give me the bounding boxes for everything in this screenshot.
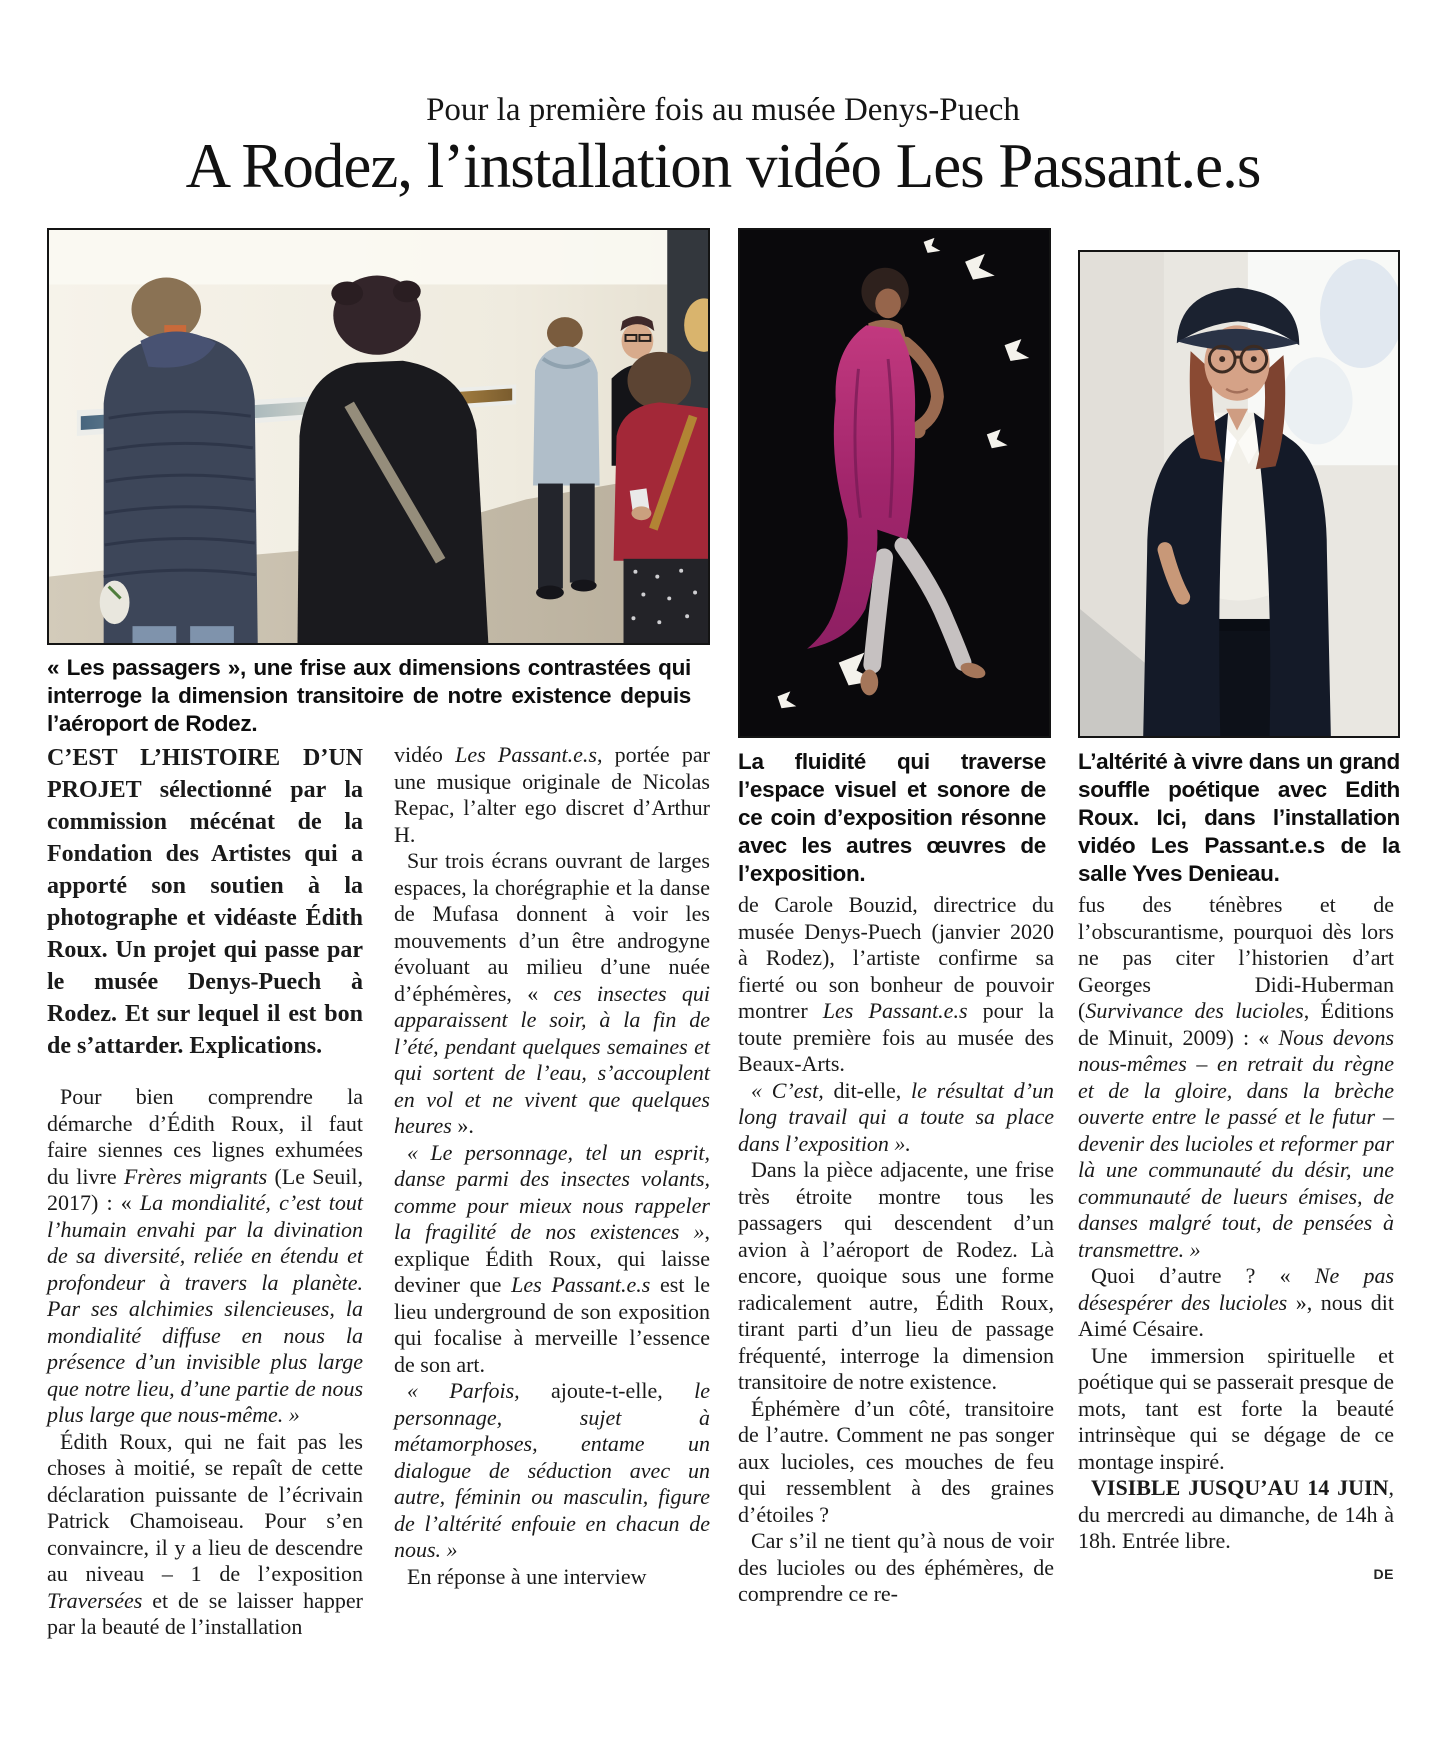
article-paragraph xyxy=(394,1378,710,1564)
text-run: Édith Roux, qui ne fait pas les choses à moitié, se repaît de cette déclaration puissante de l’écrivain Patrick Chamoiseau. Pour s’en convaincre, il y a lieu de descendre au niveau – 1 de l’exposition xyxy=(47,1428,363,1586)
article-column-1 xyxy=(47,742,363,1641)
text-run: est le lieu underground de son exposition qui focalise à merveille l’essence de son art. xyxy=(394,1272,711,1377)
text-run: « C’est, xyxy=(751,1077,824,1103)
left-photo-caption: « Les passagers », une frise aux dimensions contrastées qui interroge la dimension transitoire de notre existence depuis l’aéroport de Rodez. xyxy=(47,655,691,736)
text-run: le résultat d’un long travail qui a toute sa place dans l’exposition ». xyxy=(738,1077,1054,1156)
article-paragraph xyxy=(394,742,710,848)
text-run: Les Passant.e.s xyxy=(455,742,597,767)
text-run: Pour bien comprendre la démarche d’Édith Roux, il faut faire siennes ces lignes exhumées du livre xyxy=(47,1084,363,1189)
author-initials: DE xyxy=(1373,1565,1394,1582)
article-paragraph xyxy=(1078,1343,1394,1476)
text-run: Ne pas désespérer des lucioles xyxy=(1078,1263,1394,1315)
text-run: Sur trois écrans ouvrant de larges espaces, la chorégraphie et la danse de Mufasa donnent à voir les mouvements d’un être androgyne évoluant au milieu d’une nuée d’éphémères, « xyxy=(394,848,710,1006)
text-run: pour la toute première fois au musée des Beaux-Arts. xyxy=(738,998,1055,1076)
text-run: Les Passant.e.s xyxy=(822,998,968,1023)
article-paragraph xyxy=(1078,1263,1394,1343)
text-run: C’EST L’HISTOIRE D’UN PROJET sélectionné par la commission mécénat de la Fondation des Artistes qui a apporté son soutien à la photographe et vidéaste Édith Roux. Un projet qui passe par le musée Denys-Puech à Rodez. Et sur lequel il est bon de s’attarder. Explications. xyxy=(47,745,363,1059)
article-paragraph xyxy=(738,892,1054,1078)
dancer-illustration xyxy=(740,230,1049,736)
article-paragraph xyxy=(738,1157,1054,1396)
text-run: ces insectes qui apparaissent le soir, à la fin de l’été, pendant quelques semaines et qui sortent de l’eau, s’accouplent en vol et ne vivent que quelques heures xyxy=(394,980,710,1138)
text-run: , Éditions de Minuit, 2009) : « xyxy=(1078,998,1394,1050)
article-paragraph xyxy=(394,848,710,1140)
text-run: En réponse à une interview xyxy=(407,1563,647,1589)
text-run: dit-elle, xyxy=(823,1077,912,1103)
middle-photo-caption: La fluidité qui traverse l’espace visuel et sonore de ce coin d’exposition résonne avec les autres œuvres de l’exposition. xyxy=(738,749,1046,886)
text-run: Dans la pièce adjacente, une frise très étroite montre tous les passagers qui descendent d’un avion à l’aéroport de Rodez. Là encore, quoique sous une forme radicalement autre, Édith Roux, tirant parti d’un lieu de passage fréquenté, interroge la dimension transitoire de notre existence. xyxy=(738,1157,1054,1394)
text-run: « Le personnage, tel un esprit, danse parmi des insectes volants, comme pour mieux nous rappeler la fragilité de nos existences » xyxy=(394,1139,710,1244)
text-run: Les Passant.e.s xyxy=(511,1272,651,1297)
artist-portrait-photo xyxy=(1078,250,1400,738)
text-run: , du mercredi au dimanche, de 14h à 18h. Entrée libre. xyxy=(1078,1475,1394,1553)
article-column-3 xyxy=(738,892,1054,1608)
text-run: de Carole Bouzid, directrice du musée Denys-Puech (janvier 2020 à Rodez), l’artiste confirme sa fierté ou son bonheur de pouvoir montrer xyxy=(738,892,1054,1023)
gallery-visitors-photo xyxy=(47,228,710,645)
text-run: », nous dit Aimé Césaire. xyxy=(1078,1289,1394,1341)
text-run: ajoute-t-elle, xyxy=(519,1378,695,1403)
right-photo-caption: L’altérité à vivre dans un grand souffle poétique avec Edith Roux. Ici, dans l’installation vidéo Les Passant.e.s de la salle Yves Denieau. xyxy=(1078,749,1400,886)
text-run: fus des ténèbres et de l’obscurantisme, pourquoi dès lors ne pas citer l’historien d’art Georges Didi-Huberman ( xyxy=(1078,892,1394,1023)
article-column-2 xyxy=(394,742,710,1590)
article-paragraph xyxy=(47,1084,363,1429)
article-column-4 xyxy=(1078,892,1394,1587)
page-title: A Rodez, l’installation vidéo Les Passant.e.s xyxy=(185,131,1261,201)
text-run: ». xyxy=(451,1113,474,1138)
text-run: Éphémère d’un côté, transitoire de l’autre. Comment ne pas songer aux lucioles, ces mouches de feu qui ressemblent à des graines d’étoiles ? xyxy=(738,1395,1054,1527)
article-paragraph xyxy=(738,1528,1054,1608)
article-paragraph xyxy=(394,1140,710,1379)
text-run: La mondialité, c’est tout l’humain envahi par la divination de sa diversité, reliée en étendu et profondeur à travers la planète. Par ses alchimies silencieuses, la mondialité diffuse en nous la présence d’un invisible plus large que notre lieu, d’une partie de nous plus large que nous-même. » xyxy=(47,1190,363,1427)
text-run: vidéo xyxy=(394,742,456,767)
text-run: et de se laisser happer par la beauté de l’installation xyxy=(47,1587,363,1639)
text-run: VISIBLE JUSQU’AU 14 JUIN xyxy=(1091,1475,1389,1500)
text-run: Frères migrants xyxy=(123,1163,268,1189)
text-run: , explique Édith Roux, qui laisse deviner que xyxy=(394,1219,710,1297)
dancer-photo xyxy=(738,228,1051,738)
text-run: Car s’il ne tient qu’à nous de voir des lucioles ou des éphémères, de comprendre ce re- xyxy=(738,1528,1054,1606)
gallery-visitors-illustration xyxy=(49,230,708,643)
text-run: Traversées xyxy=(47,1587,143,1613)
article-paragraph xyxy=(738,1396,1054,1529)
article-paragraph xyxy=(738,1078,1054,1158)
artist-portrait-illustration xyxy=(1080,252,1398,736)
text-run: Survivance des lucioles xyxy=(1085,998,1304,1023)
kicker: Pour la première fois au musée Denys-Puech xyxy=(426,92,1020,128)
article-paragraph xyxy=(47,1429,363,1641)
article-paragraph xyxy=(394,1564,710,1591)
text-run: Nous devons nous-mêmes – en retrait du règne et de la gloire, dans la brèche ouverte entre le passé et le futur – devenir des lucioles et reformer par là une communauté du désir, une communauté de lueurs émises, de danses malgré tout, de pensées à transmettre. » xyxy=(1078,1024,1395,1262)
text-run: , portée par une musique originale de Nicolas Repac, l’alter ego discret d’Arthur H. xyxy=(394,742,710,847)
article-paragraph xyxy=(47,742,363,1062)
text-run: Une immersion spirituelle et poétique qui se passerait presque de mots, tant est forte la beauté intrinsèque qui se dégage de ce montage inspiré. xyxy=(1078,1342,1394,1474)
text-run: (Le Seuil, 2017) : « xyxy=(47,1163,363,1215)
article-paragraph xyxy=(1078,892,1394,1263)
text-run: « Parfois, xyxy=(407,1378,520,1403)
text-run: le personnage, sujet à métamorphoses, entame un dialogue de séduction avec un autre, féminin ou masculin, figure de l’altérité enfouie en chacun de nous. » xyxy=(394,1378,710,1562)
text-run: Quoi d’autre ? « xyxy=(1091,1263,1315,1288)
article-paragraph xyxy=(1078,1475,1394,1555)
